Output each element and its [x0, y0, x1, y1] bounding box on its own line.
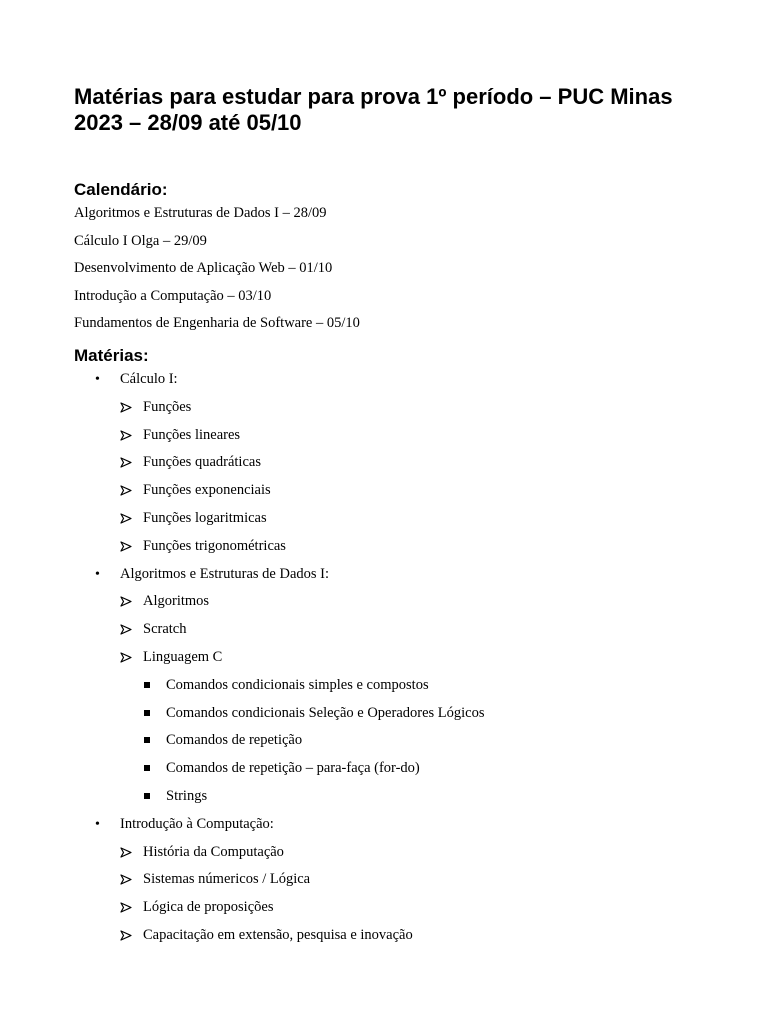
subject-item-intro: [74, 816, 694, 833]
topic-label: Funções quadráticas: [143, 454, 261, 471]
arrowhead-bullet-icon: [120, 482, 132, 496]
topic-label: Linguagem C: [143, 648, 223, 665]
subjects-list: [74, 371, 694, 944]
subject-item-calculo: [74, 371, 694, 388]
arrowhead-bullet-icon: [120, 593, 132, 607]
calendar-item: Introdução a Computação – 03/10: [74, 287, 272, 304]
arrowhead-bullet-icon: [120, 454, 132, 468]
topic-item: [74, 593, 694, 610]
bullet-dot-icon: •: [95, 566, 100, 582]
document-title: Matérias para estudar para prova 1º período – PUC Minas 2023 – 28/09 até 05/10: [74, 84, 673, 135]
arrowhead-bullet-icon: [120, 927, 132, 941]
subtopic-item: [74, 760, 694, 777]
topic-label: Capacitação em extensão, pesquisa e inovação: [143, 926, 413, 943]
subtopic-label: Strings: [166, 787, 208, 804]
arrowhead-bullet-icon: [120, 427, 132, 441]
square-bullet-icon: [144, 765, 150, 771]
bullet-dot-icon: •: [95, 816, 100, 832]
arrowhead-bullet-icon: [120, 621, 132, 635]
document-page: [74, 84, 694, 955]
topic-item: [74, 399, 694, 416]
subtopic-label: Comandos condicionais simples e compostos: [166, 676, 429, 693]
topic-label: História da Computação: [143, 843, 284, 860]
subtopic-label: Comandos condicionais Seleção e Operadores Lógicos: [166, 704, 485, 721]
topic-label: Funções: [143, 398, 192, 415]
square-bullet-icon: [144, 710, 150, 716]
topic-item: [74, 899, 694, 916]
topic-label: Funções lineares: [143, 426, 241, 443]
subtopic-label: Comandos de repetição – para-faça (for-do): [166, 760, 420, 777]
calendar-item: Cálculo I Olga – 29/09: [74, 232, 207, 249]
subtopic-item: [74, 732, 694, 749]
arrowhead-bullet-icon: [120, 538, 132, 552]
topic-item: [74, 454, 694, 471]
square-bullet-icon: [144, 682, 150, 688]
topic-label: Funções exponenciais: [143, 482, 271, 499]
subject-label: Algoritmos e Estruturas de Dados I:: [120, 565, 330, 582]
subtopic-item: [74, 677, 694, 694]
topic-label: Funções trigonométricas: [143, 537, 286, 554]
topic-item: [74, 844, 694, 861]
topic-item: [74, 871, 694, 888]
subtopic-item: [74, 788, 694, 805]
topic-label: Scratch: [143, 621, 187, 638]
topic-item: [74, 621, 694, 638]
calendar-item: Desenvolvimento de Aplicação Web – 01/10: [74, 260, 333, 276]
subject-item-aeds: [74, 566, 694, 583]
topic-item: [74, 510, 694, 527]
subject-label: Cálculo I:: [120, 371, 178, 387]
subtopic-label: Comandos de repetição: [166, 732, 303, 749]
bullet-dot-icon: •: [95, 372, 100, 387]
topic-item: [74, 649, 694, 666]
subtopic-item: [74, 705, 694, 722]
topic-label: Algoritmos: [143, 593, 210, 610]
calendar-item: Fundamentos de Engenharia de Software – 05/10: [74, 315, 360, 331]
arrowhead-bullet-icon: [120, 649, 132, 663]
topic-label: Sistemas númericos / Lógica: [143, 871, 311, 888]
square-bullet-icon: [144, 737, 150, 743]
arrowhead-bullet-icon: [120, 399, 132, 413]
arrowhead-bullet-icon: [120, 871, 132, 885]
topic-item: [74, 538, 694, 555]
calendar-heading: Calendário:: [74, 180, 168, 199]
calendar-list: [74, 205, 694, 332]
subject-label: Introdução à Computação:: [120, 815, 274, 832]
topic-label: Lógica de proposições: [143, 899, 274, 916]
topic-item: [74, 482, 694, 499]
arrowhead-bullet-icon: [120, 899, 132, 913]
topic-item: [74, 427, 694, 444]
arrowhead-bullet-icon: [120, 510, 132, 524]
arrowhead-bullet-icon: [120, 844, 132, 858]
calendar-item: Algoritmos e Estruturas de Dados I – 28/09: [74, 205, 327, 221]
subjects-heading: Matérias:: [74, 346, 149, 365]
square-bullet-icon: [144, 793, 150, 799]
topic-item: [74, 927, 694, 944]
topic-label: Funções logaritmicas: [143, 509, 267, 526]
